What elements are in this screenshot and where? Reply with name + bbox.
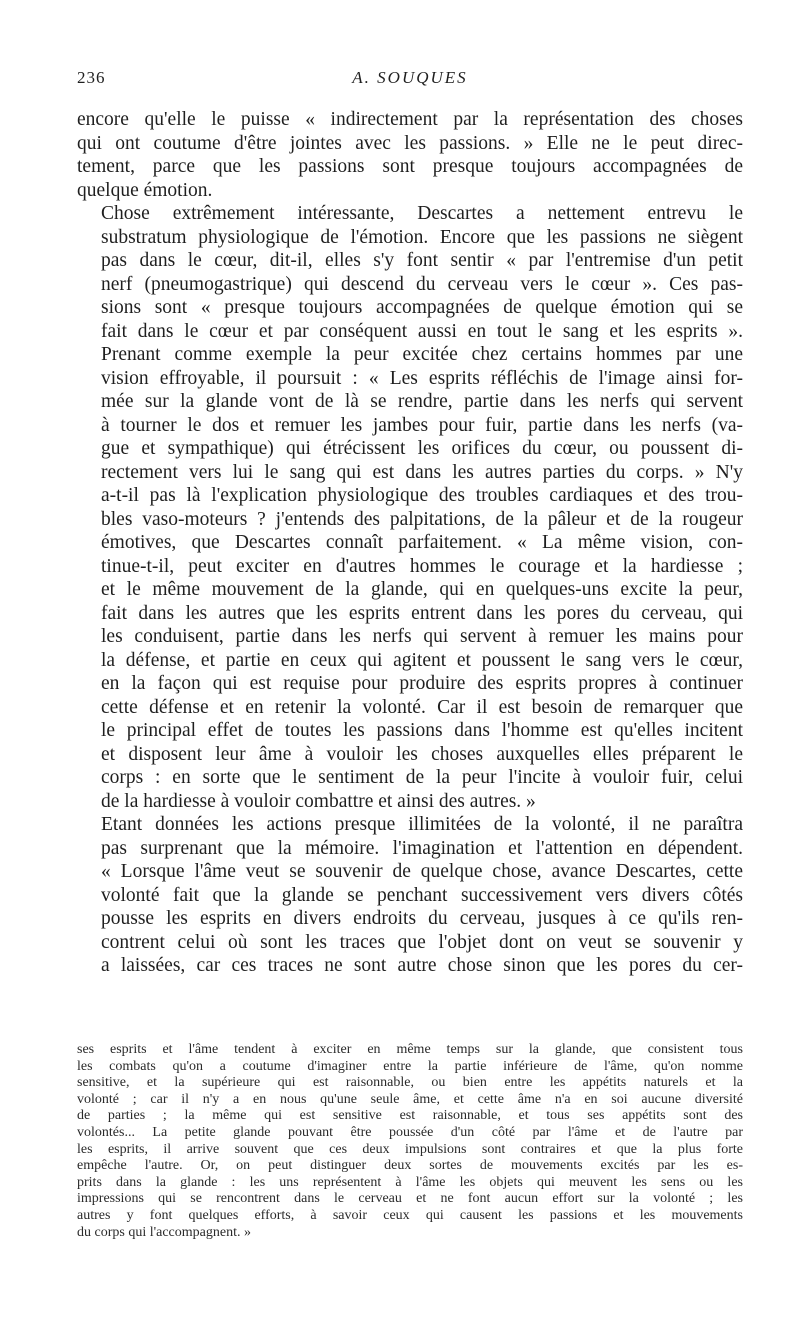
text-line: à tourner le dos et remuer les jambes pour fuir, partie dans les nerfs (va- xyxy=(101,414,743,436)
footnote-line: de parties ; la même qui est sensitive est raisonnable, et tous ses appétits sont des xyxy=(77,1108,743,1124)
footnote-line: autres y font quelques efforts, à savoir ceux qui causent les passions et les mouvements xyxy=(77,1207,743,1223)
text-line: contrent celui où sont les traces que l'objet dont on veut se souvenir y xyxy=(101,931,743,953)
text-line: « Lorsque l'âme veut se souvenir de quelque chose, avance Descartes, cette xyxy=(101,861,743,882)
text-line: Prenant comme exemple la peur excitée chez certains hommes par une xyxy=(101,344,743,365)
text-line: mée sur la glande vont de là se rendre, partie dans les nerfs qui servent xyxy=(101,391,743,412)
running-head-author: A. SOUQUES xyxy=(352,68,468,87)
footnote-line: empêche l'autre. Or, on peut distinguer deux sortes de mouvements excités par les es- xyxy=(77,1158,743,1174)
page-number: 236 xyxy=(77,68,106,87)
text-line: pas dans le cœur, dit-il, elles s'y font sentir « par l'entremise d'un petit xyxy=(101,250,743,271)
footnote-line: les esprits, il arrive souvent que ces deux impulsions sont contraires et que la plus forte xyxy=(77,1141,743,1157)
text-line: corps : en sorte que le sentiment de la peur l'incite à vouloir fuir, celui xyxy=(101,767,743,788)
text-line: bles vaso-moteurs ? j'entends des palpitations, de la pâleur et de la rougeur xyxy=(101,508,743,530)
footnote-line: impressions qui se rencontrent dans le cerveau et ne font aucun effort sur la volonté ; les xyxy=(77,1191,743,1207)
text-line: de la hardiesse à vouloir combattre et ainsi des autres. » xyxy=(101,790,536,812)
text-line: tement, parce que les passions sont presque toujours accompagnées de xyxy=(77,156,743,177)
text-line: Chose extrêmement intéressante, Descartes a nettement entrevu le xyxy=(101,203,743,224)
text-line: le principal effet de toutes les passions dans l'homme est qu'elles incitent xyxy=(101,720,743,741)
text-line: sions sont « presque toujours accompagnées de quelque émotion qui se xyxy=(101,297,743,318)
text-line: a laissées, car ces traces ne sont autre chose sinon que les pores du cer- xyxy=(101,955,743,976)
footnote-line: volontés... La petite glande pouvant être poussée d'un côté par l'âme et de l'autre par xyxy=(77,1124,743,1140)
text-line: fait dans le cœur et par conséquent aussi en tout le sang et les esprits ». xyxy=(101,320,743,342)
paragraph-3 xyxy=(77,813,743,978)
text-line: en la façon qui est requise pour produire des esprits propres à continuer xyxy=(101,673,743,694)
text-line: encore qu'elle le puisse « indirectement par la représentation des choses xyxy=(77,109,743,130)
text-line: substratum physiologique de l'émotion. Encore que les passions ne siègent xyxy=(101,226,743,248)
text-line: les conduisent, partie dans les nerfs qui servent à remuer les mains pour xyxy=(101,626,743,647)
footnote-line: prits dans la glande : les uns représentent à l'âme les objets qui meuvent les sens ou les xyxy=(77,1174,743,1190)
footnote-line: les combats qu'on a coutume d'imaginer entre la partie inférieure de l'âme, qu'on nomme xyxy=(77,1058,743,1074)
footnote-line: ses esprits et l'âme tendent à exciter en même temps sur la glande, que consistent tous xyxy=(77,1042,743,1057)
main-text xyxy=(77,108,743,978)
text-line: fait dans les autres que les esprits entrent dans les pores du cerveau, qui xyxy=(101,602,743,624)
text-line: Etant données les actions presque illimitées de la volonté, il ne paraîtra xyxy=(101,814,743,835)
text-line: tinue-t-il, peut exciter en d'autres hommes le courage et la hardiesse ; xyxy=(101,555,743,577)
text-line: rectement vers lui le sang qui est dans les autres parties du corps. » N'y xyxy=(101,461,743,483)
footnote-line: volonté ; car il n'y a en nous qu'une seule âme, et cette âme n'a en soi aucune diversité xyxy=(77,1091,743,1107)
text-line: qui ont coutume d'être jointes avec les passions. » Elle ne le peut direc- xyxy=(77,132,743,154)
paragraph-2 xyxy=(77,202,743,813)
paragraph-1 xyxy=(77,108,743,202)
footnote-line: du corps qui l'accompagnent. » xyxy=(77,1224,251,1240)
text-line: et le même mouvement de la glande, qui en quelques-uns excite la peur, xyxy=(101,579,743,600)
text-line: gue et sympathique) qui étrécissent les orifices du cœur, ou poussent di- xyxy=(101,438,743,459)
text-line: et disposent leur âme à vouloir les choses auxquelles elles préparent le xyxy=(101,743,743,765)
text-line: quelque émotion. xyxy=(77,179,213,201)
text-line: pas surprenant que la mémoire. l'imagination et l'attention en dépendent. xyxy=(101,837,743,859)
text-line: a-t-il pas là l'explication physiologique des troubles cardiaques et des trou- xyxy=(101,485,743,506)
text-line: nerf (pneumogastrique) qui descend du cerveau vers le cœur ». Ces pas- xyxy=(101,273,743,295)
text-line: émotives, que Descartes connaît parfaitement. « La même vision, con- xyxy=(101,532,743,553)
footnote xyxy=(77,1042,743,1241)
text-line: vision effroyable, il poursuit : « Les esprits réfléchis de l'image ainsi for- xyxy=(101,367,743,389)
text-line: volonté fait que la glande se penchant successivement vers divers côtés xyxy=(101,884,743,906)
footnote-line: sensitive, et la supérieure qui est raisonnable, ou bien entre les appétits naturels et la xyxy=(77,1075,743,1091)
text-line: pousse les esprits en divers endroits du cerveau, jusques à ce qu'ils ren- xyxy=(101,908,743,929)
text-line: la défense, et partie en ceux qui agitent et poussent le sang vers le cœur, xyxy=(101,649,743,671)
text-line: cette défense et en retenir la volonté. Car il est besoin de remarquer que xyxy=(101,696,743,718)
running-head xyxy=(77,68,743,92)
